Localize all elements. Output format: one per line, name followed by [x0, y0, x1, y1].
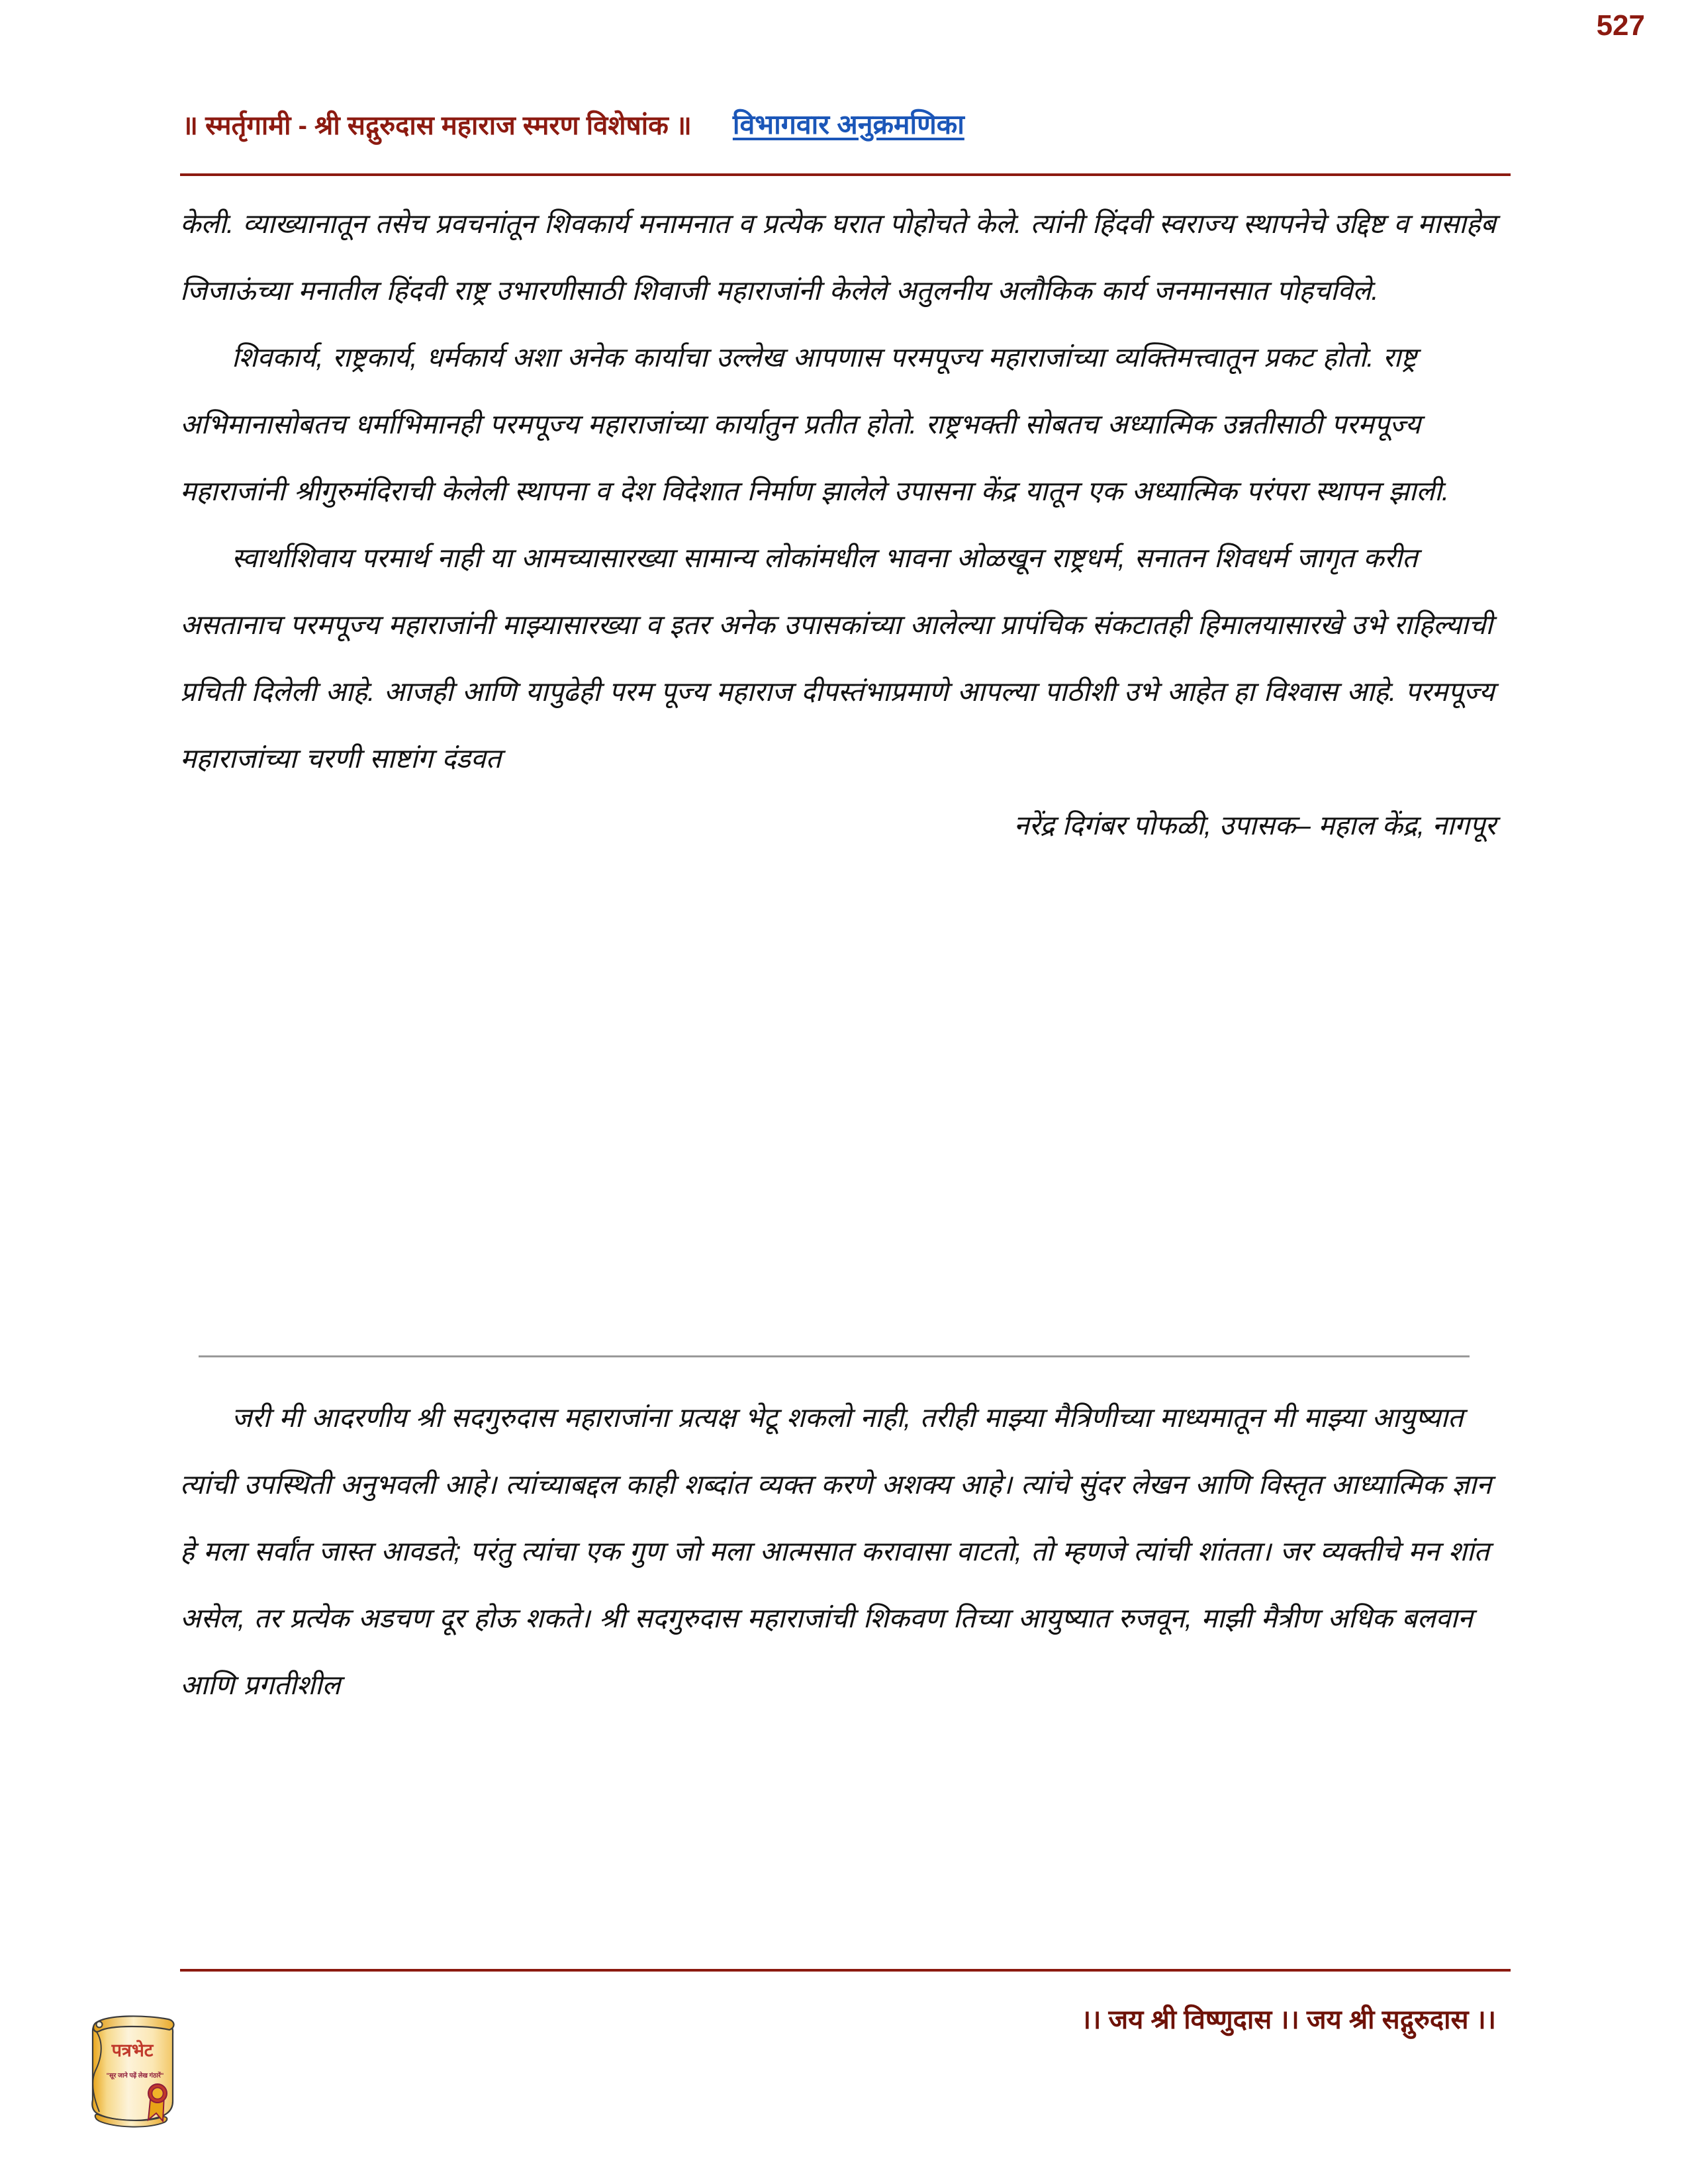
- paragraph: जरी मी आदरणीय श्री सदगुरुदास महाराजांना प्रत्यक्ष भेटू शकलो नाही, तरीही माझ्या मैत्रिणीच्या माध्यमातून मी माझ्या आयुष्यात त्यांची उपस्थिती अनुभवली आहे। त्यांच्याबद्दल काही शब्दांत व्यक्त करणे अशक्य आहे। त्यांचे सुंदर लेखन आणि विस्तृत आध्यात्मिक ज्ञान हे मला सर्वांत जास्त आवडते; परंतु त्यांचा एक गुण जो मला आत्मसात करावासा वाटतो, तो म्हणजे त्यांची शांतता। जर व्यक्तीचे मन शांत असेल, तर प्रत्येक अडचण दूर होऊ शकते। श्री सदगुरुदास महाराजांची शिकवण तिच्या आयुष्यात रुजवून, माझी मैत्रीण अधिक बलवान आणि प्रगतीशील: [180, 1402, 1492, 1700]
- article-two: [180, 1385, 1511, 1719]
- paragraph: शिवकार्य, राष्ट्रकार्य, धर्मकार्य अशा अनेक कार्याचा उल्लेख आपणास परमपूज्य महाराजांच्या व्यक्तिमत्त्वातून प्रकट होतो. राष्ट्र अभिमानासोबतच धर्माभिमानही परमपूज्य महाराजांच्या कार्यातुन प्रतीत होतो. राष्ट्रभक्ती सोबतच अध्यात्मिक उन्नतीसाठी परमपूज्य महाराजांनी श्रीगुरुमंदिराची केलेली स्थापना व देश विदेशात निर्माण झालेले उपासना केंद्र यातून एक अध्यात्मिक परंपरा स्थापन झाली.: [180, 342, 1450, 506]
- footer-divider-rule: [180, 1969, 1511, 1972]
- logo-tagline: "सूर जाने पढ़ें लेख गंठारें": [106, 2072, 164, 2079]
- ribbon-seal-inner: [152, 2088, 164, 2099]
- footer-invocation: ।। जय श्री विष्णुदास ।। जय श्री सद्गुरुदास ।।: [1081, 2005, 1496, 2034]
- paragraph: केली. व्याख्यानातून तसेच प्रवचनांतून शिवकार्य मनामनात व प्रत्येक घरात पोहोचते केले. त्यांनी हिंदवी स्वराज्य स्थापनेचे उद्दिष्ट व मासाहेब जिजाऊंच्या मनातील हिंदवी राष्ट्र उभारणीसाठी शिवाजी महाराजांनी केलेले अतुलनीय अलौकिक कार्य जनमानसात पोहचविले.: [180, 208, 1496, 306]
- index-link[interactable]: विभागवार अनुक्रमणिका: [732, 109, 964, 140]
- page-header: [182, 98, 1506, 150]
- header-title: ॥ स्मर्तृगामी - श्री सद्गुरुदास महाराज स्मरण विशेषांक ॥: [182, 111, 692, 140]
- author-signature: नरेंद्र दिगंबर पोफळी, उपासक– महाल केंद्र, नागपूर: [1013, 810, 1496, 841]
- scroll-roll-end: [97, 2022, 103, 2028]
- page-number: 527: [1596, 9, 1645, 42]
- logo-title: पत्रभेट: [111, 2040, 154, 2060]
- paragraph: स्वार्थाशिवाय परमार्थ नाही या आमच्यासारख्या सामान्य लोकांमधील भावना ओळखून राष्ट्रधर्म, सनातन शिवधर्म जागृत करीत असतानाच परमपूज्य महाराजांनी माझ्यासारख्या व इतर अनेक उपासकांच्या आलेल्या प्रापंचिक संकटातही हिमालयासारखे उभे राहिल्याची प्रचिती दिलेली आहे. आजही आणि यापुढेही परम पूज्य महाराज दीपस्तंभाप्रमाणे आपल्या पाठीशी उभे आहेत हा विश्वास आहे. परमपूज्य महाराजांच्या चरणी साष्टांग दंडवत: [180, 543, 1495, 774]
- header-divider-rule: [180, 173, 1511, 176]
- patrabhet-scroll-logo: [85, 2009, 197, 2134]
- article-one: [180, 191, 1511, 859]
- article-separator-rule: [199, 1355, 1470, 1357]
